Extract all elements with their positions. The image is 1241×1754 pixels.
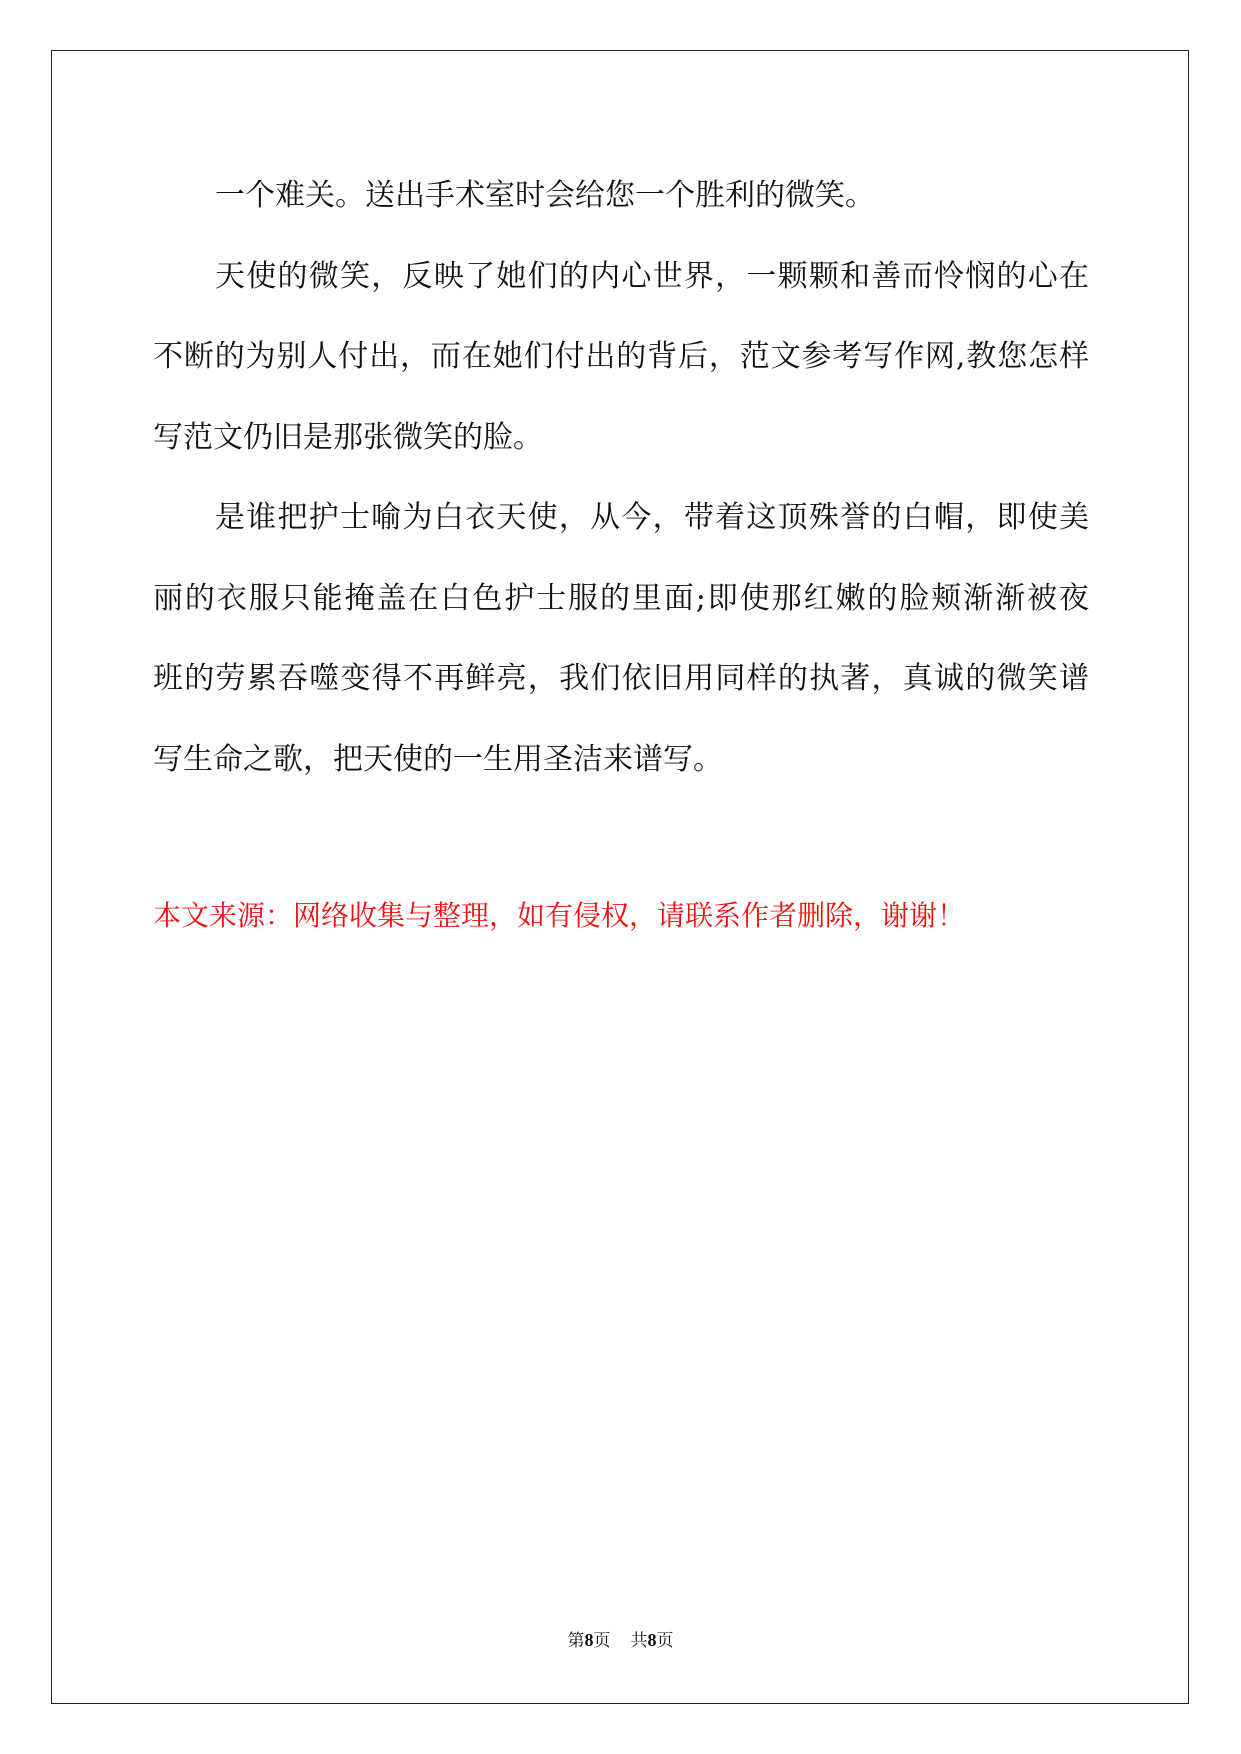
- paragraph-line: 天使的微笑，反映了她们的内心世界，一颗颗和善而怜悯的心在: [215, 258, 1089, 294]
- total-prefix: 共: [630, 1631, 648, 1651]
- source-disclaimer: 本文来源：网络收集与整理，如有侵权，请联系作者删除，谢谢！: [153, 899, 966, 932]
- paragraph-line: 一个难关。送出手术室时会给您一个胜利的微笑。: [215, 178, 875, 213]
- paragraph-line: 写范文仍旧是那张微笑的脸。: [153, 419, 543, 455]
- paragraph-line: 是谁把护士喻为白衣天使，从今，带着这顶殊誉的白帽，即使美: [215, 500, 1089, 535]
- document-body: [153, 156, 1089, 800]
- page-total-number: 8: [647, 1630, 657, 1650]
- total-suffix: 页: [656, 1631, 674, 1651]
- page-prefix: 第: [567, 1631, 585, 1651]
- paragraph-line: 丽的衣服只能掩盖在白色护士服的里面;即使那红嫩的脸颊渐渐被夜: [153, 580, 1089, 616]
- page-footer: [0, 1628, 1241, 1653]
- paragraph-line: 班的劳累吞噬变得不再鲜亮，我们依旧用同样的执著，真诚的微笑谱: [153, 661, 1089, 696]
- paragraph-line: 不断的为别人付出，而在她们付出的背后，范文参考写作网,教您怎样: [153, 339, 1089, 374]
- page-current-number: 8: [584, 1630, 594, 1650]
- paragraph-line: 写生命之歌，把天使的一生用圣洁来谱写。: [153, 741, 723, 777]
- page-suffix: 页: [593, 1631, 611, 1651]
